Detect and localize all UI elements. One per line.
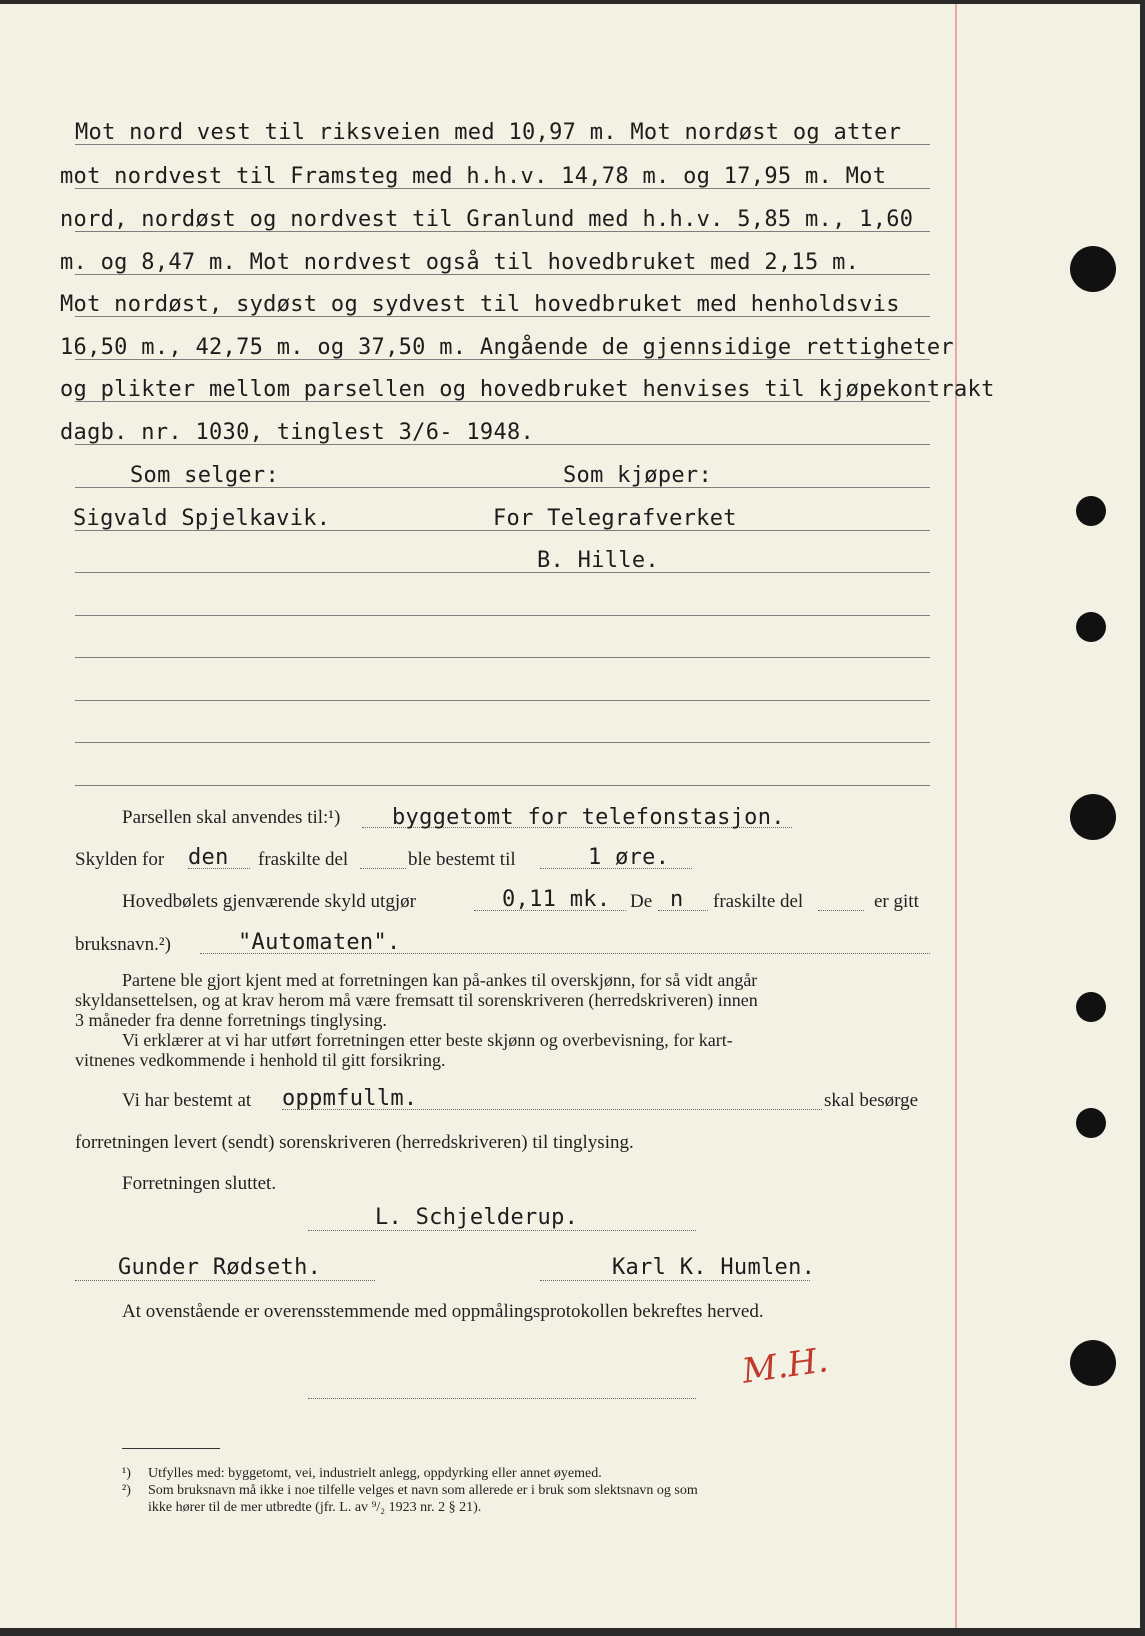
body-line: nord, nordøst og nordvest til Granlund med h.h.v. 5,85 m., 1,60: [60, 207, 914, 232]
skyld-value: den: [188, 845, 229, 870]
seller-name: Sigvald Spjelkavik.: [73, 506, 331, 531]
name-label: bruksnavn.²): [75, 934, 171, 955]
rest-label: De: [630, 891, 653, 912]
signature: L. Schjelderup.: [375, 1205, 579, 1230]
punch-hole: [1070, 1340, 1116, 1386]
footnote-text: Som bruksnavn må ikke i noe tilfelle velges et navn som allerede er i bruk som slektsnavn og som: [148, 1483, 698, 1498]
body-line: m. og 8,47 m. Mot nordvest også til hovedbruket med 2,15 m.: [60, 250, 860, 275]
blank-rule: [75, 785, 930, 786]
margin-rule: [955, 4, 957, 1628]
fill-line: [360, 868, 406, 869]
assigned-suffix: skal besørge: [824, 1090, 919, 1111]
rest-label: er gitt: [874, 891, 919, 912]
use-value: byggetomt for telefonstasjon.: [392, 805, 785, 830]
seller-heading: Som selger:: [130, 463, 279, 488]
declaration-line: Vi erklærer at vi har utført forretningen etter beste skjønn og overbevisning, for kart-: [122, 1030, 733, 1050]
footnote-mark: ²): [122, 1483, 131, 1498]
confirm-text: At ovenstående er overensstemmende med oppmålingsprotokollen bekreftes herved.: [122, 1301, 764, 1322]
buyer-signatory: B. Hille.: [537, 548, 659, 573]
punch-hole: [1076, 992, 1106, 1022]
document-page: [0, 4, 1140, 1628]
text-rule: [75, 572, 930, 573]
fill-line: [818, 910, 864, 911]
appeal-line: 3 måneder fra denne forretnings tinglysing.: [75, 1010, 387, 1030]
punch-hole: [1070, 794, 1116, 840]
appeal-paragraph: [75, 970, 933, 1030]
declaration-paragraph: [75, 1030, 933, 1070]
assigned-label: Vi har bestemt at: [122, 1090, 252, 1111]
skyld-label: fraskilte del: [258, 849, 349, 870]
declaration-line: vitnenes vedkommende i henhold til gitt forsikring.: [75, 1050, 446, 1070]
punch-hole: [1076, 496, 1106, 526]
skyld-value: 1 øre.: [588, 845, 670, 870]
body-line: Mot nord vest til riksveien med 10,97 m. Mot nordøst og atter: [75, 120, 902, 145]
body-line: og plikter mellom parsellen og hovedbruket henvises til kjøpekontrakt: [60, 377, 995, 402]
blank-rule: [75, 742, 930, 743]
signature: Karl K. Humlen.: [612, 1255, 816, 1280]
footnote-text: ikke hører til de mer utbredte (jfr. L. av ⁹/₂ 1923 nr. 2 § 21).: [148, 1500, 482, 1515]
rest-value: n: [670, 887, 684, 912]
punch-hole: [1076, 612, 1106, 642]
body-line: Mot nordøst, sydøst og sydvest til hovedbruket med henholdsvis: [60, 292, 900, 317]
appeal-line: Partene ble gjort kjent med at forretningen kan på-ankes til overskjønn, for så vidt angår: [122, 970, 758, 990]
blank-rule: [75, 615, 930, 616]
skyld-label: Skylden for: [75, 849, 165, 870]
footnote-mark: ¹): [122, 1466, 131, 1481]
rest-value: 0,11 mk.: [502, 887, 611, 912]
rest-label: fraskilte del: [713, 891, 804, 912]
signature-line: [308, 1398, 696, 1399]
closed-text: Forretningen sluttet.: [122, 1173, 277, 1194]
skyld-label: ble bestemt til: [408, 849, 516, 870]
assigned-value: oppmfullm.: [282, 1086, 418, 1111]
name-value: "Automaten".: [238, 930, 401, 955]
footnote-text: Utfylles med: byggetomt, vei, industrielt anlegg, oppdyrking eller annet øyemed.: [148, 1466, 602, 1481]
handwritten-initials: M.H.: [739, 1340, 831, 1392]
punch-hole: [1076, 1108, 1106, 1138]
body-line: mot nordvest til Framsteg med h.h.v. 14,78 m. og 17,95 m. Mot: [60, 164, 887, 189]
blank-rule: [75, 657, 930, 658]
punch-hole: [1070, 246, 1116, 292]
signature: Gunder Rødseth.: [118, 1255, 322, 1280]
body-line: 16,50 m., 42,75 m. og 37,50 m. Angående de gjennsidige rettigheter: [60, 335, 954, 360]
use-label: Parsellen skal anvendes til:¹): [122, 807, 341, 828]
buyer-heading: Som kjøper:: [563, 463, 712, 488]
footnote-rule: [122, 1448, 220, 1449]
blank-rule: [75, 700, 930, 701]
rest-label: Hovedbølets gjenværende skyld utgjør: [122, 891, 416, 912]
buyer-org: For Telegrafverket: [493, 506, 737, 531]
body-line: dagb. nr. 1030, tinglest 3/6- 1948.: [60, 420, 535, 445]
delivery-text: forretningen levert (sendt) sorenskriveren (herredskriveren) til tinglysing.: [75, 1132, 634, 1153]
appeal-line: skyldansettelsen, og at krav herom må være fremsatt til sorenskriveren (herredskriveren) innen: [75, 990, 758, 1010]
